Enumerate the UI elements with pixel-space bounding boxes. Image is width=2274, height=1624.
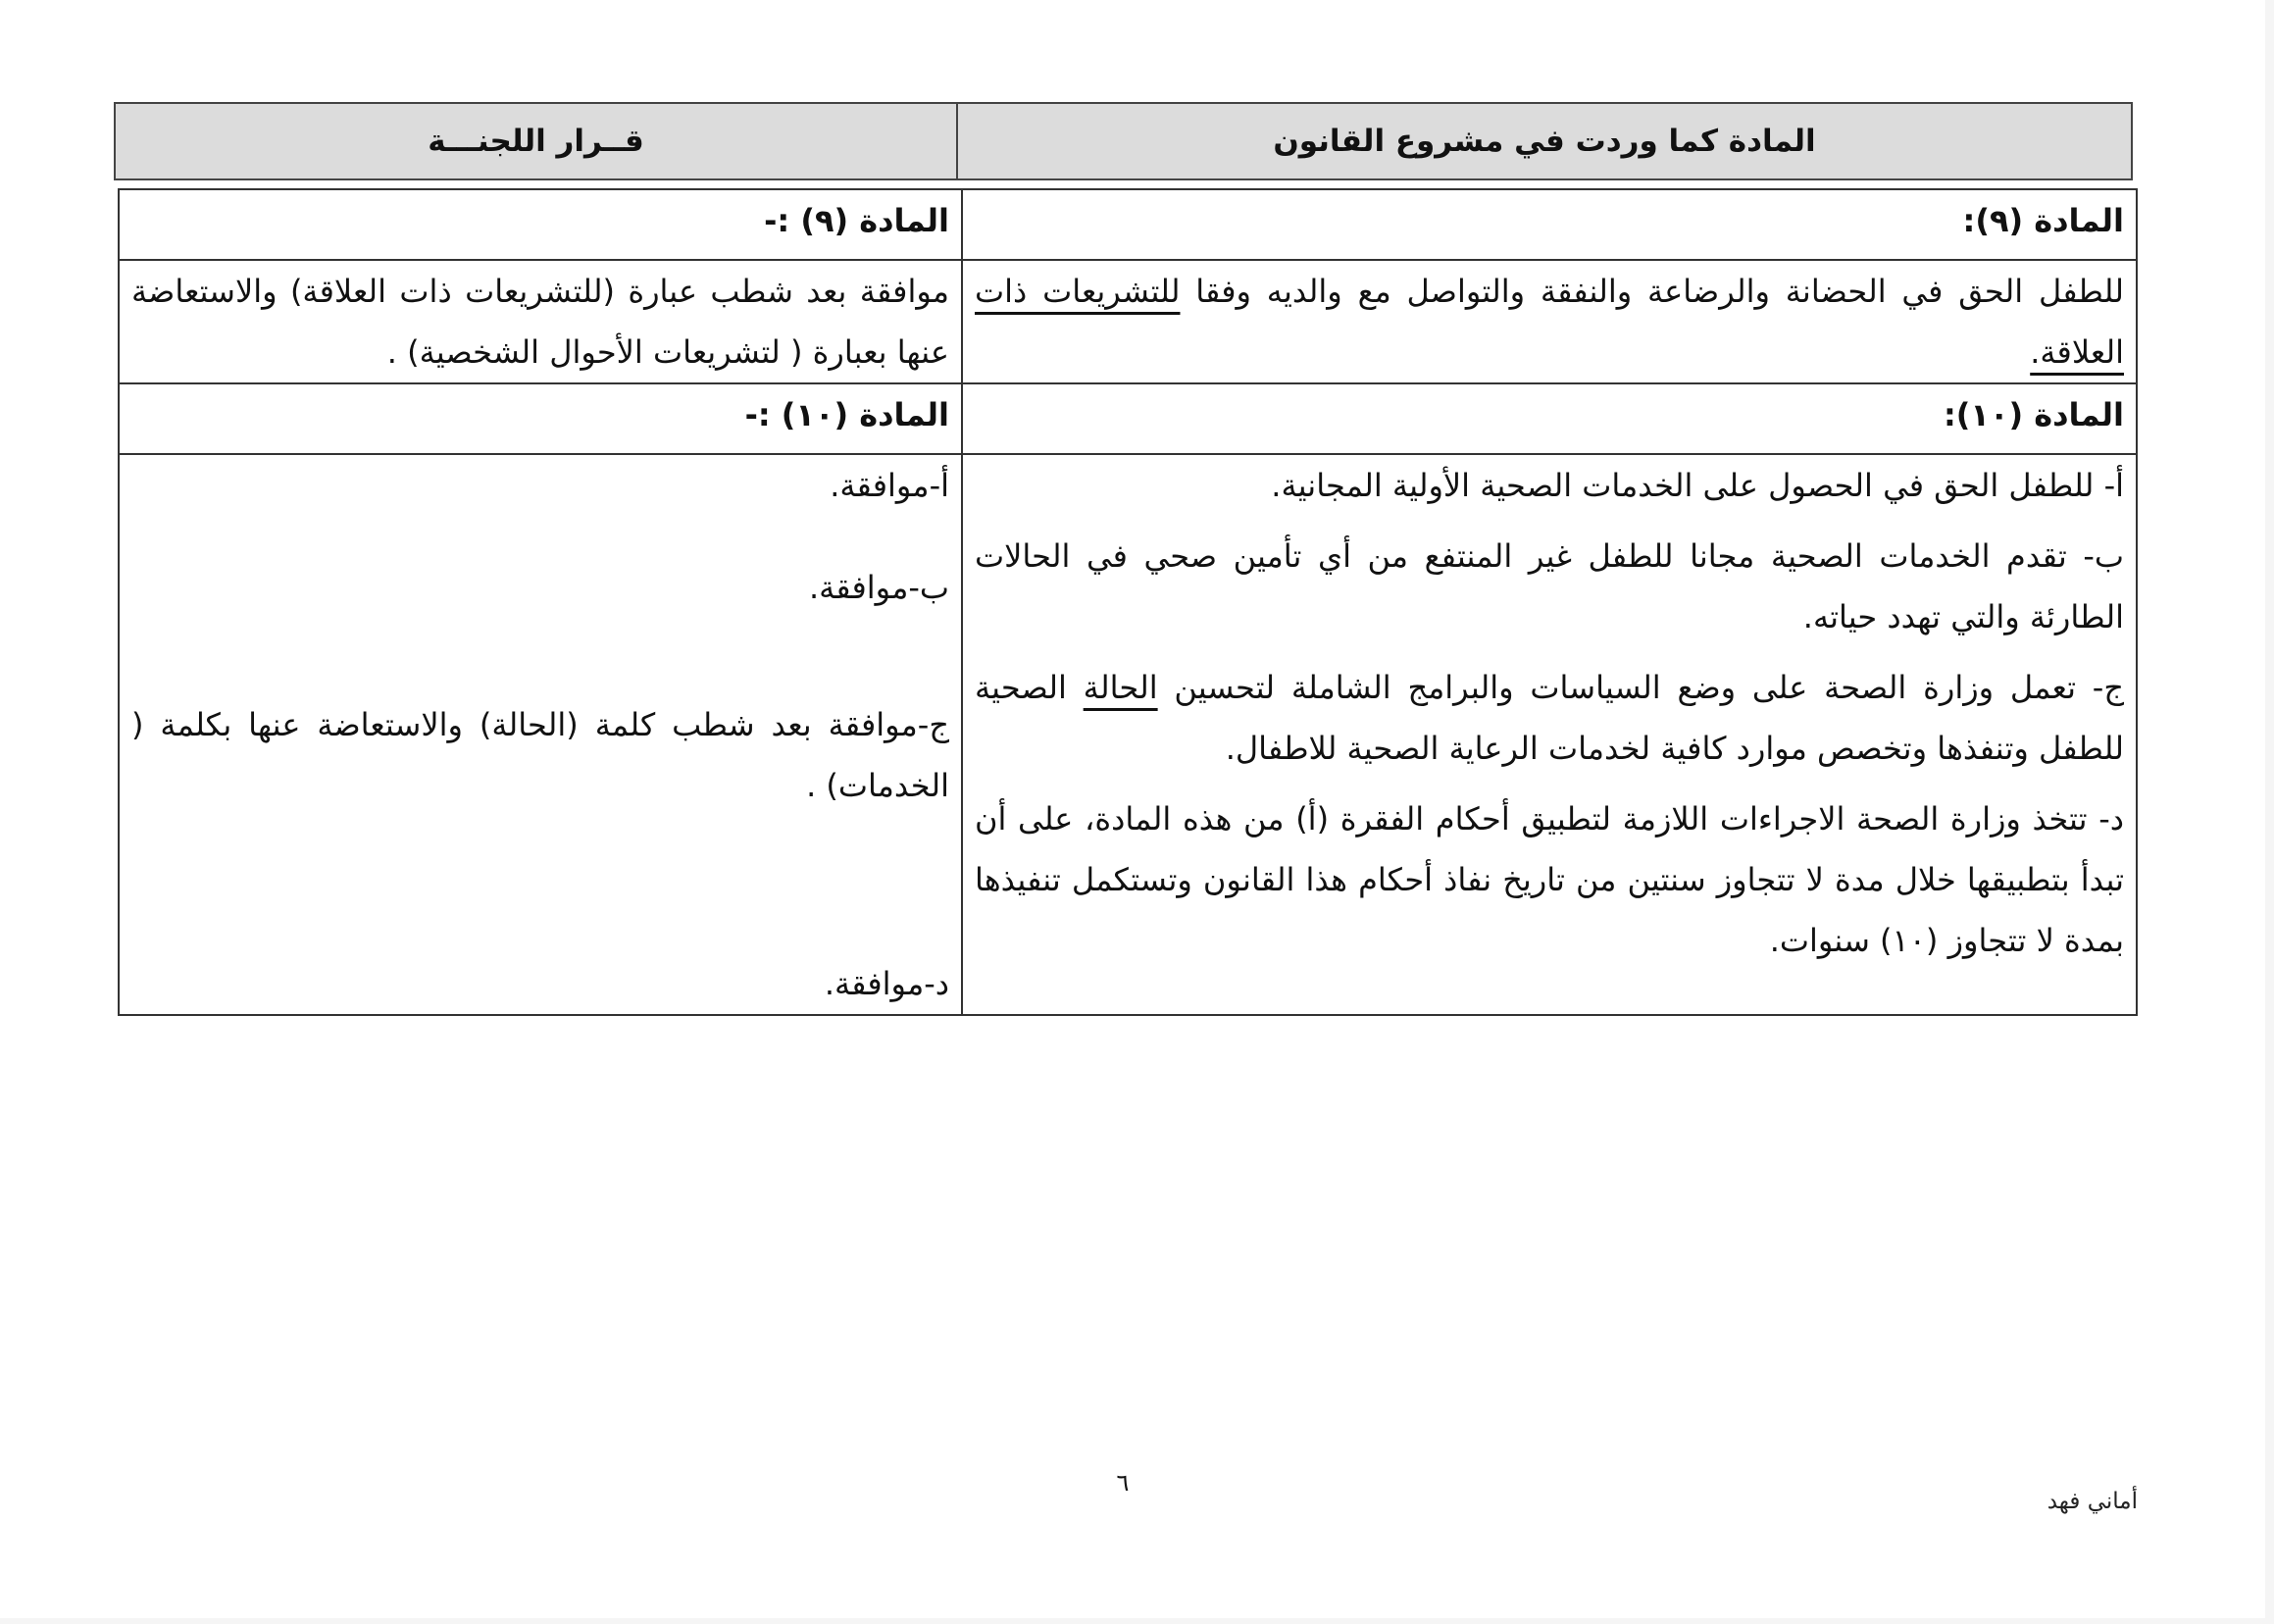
article-9-text: [962, 260, 2137, 383]
clause-c-underlined: الحالة: [1083, 669, 1158, 706]
article-10-decision: [119, 454, 962, 1015]
article-9-decision: [119, 260, 962, 383]
clause-c-end: الصحية للطفل وتنفذها وتخصص موارد كافية لخدمات الرعاية الصحية للاطفال.: [975, 669, 2124, 767]
decision-clause-b: ب-موافقة.: [808, 569, 949, 606]
article-10-title-row: [119, 383, 2137, 454]
clause-c-start: ج- تعمل وزارة الصحة على وضع السياسات والبرامج الشاملة لتحسين: [1157, 669, 2125, 706]
article-9-body-row: [119, 260, 2137, 383]
article-10-title: المادة (١٠):: [962, 383, 2137, 454]
decision-clause-a: أ-موافقة.: [830, 467, 949, 504]
decision-clause-d: د-موافقة.: [824, 965, 949, 1002]
article-10-clause-a: أ- للطفل الحق في الحصول على الخدمات الصحية الأولية المجانية.: [1271, 467, 2124, 504]
article-9-decision-title: المادة (٩) :-: [119, 189, 962, 260]
article-9-title-row: [119, 189, 2137, 260]
article-10-body-row: [119, 454, 2137, 1015]
decision-clause-c: ج-موافقة بعد شطب كلمة (الحالة) والاستعاضة عنها بكلمة ( الخدمات) .: [131, 706, 949, 804]
article-10-clause-c: [975, 657, 2124, 779]
header-article-column: المادة كما وردت في مشروع القانون: [956, 104, 2131, 178]
article-9-decision-text: موافقة بعد شطب عبارة (للتشريعات ذات العلاقة) والاستعاضة عنها بعبارة ( لتشريعات الأحوال الشخصية) .: [131, 273, 949, 371]
article-10-text: [962, 454, 2137, 1015]
articles-table: [118, 188, 2138, 1016]
article-9-text-underlined: للتشريعات ذات العلاقة.: [975, 273, 2124, 371]
article-10-clause-b: ب- تقدم الخدمات الصحية مجانا للطفل غير المنتفع من أي تأمين صحي في الحالات الطارئة والتي تهدد حياته.: [975, 537, 2124, 635]
author-signature: أماني فهد: [2047, 1489, 2138, 1514]
header-decision-column: قــرار اللجنـــة: [428, 124, 644, 159]
page-number: ٦: [1116, 1469, 1130, 1497]
article-10-decision-title: المادة (١٠) :-: [119, 383, 962, 454]
table-header: [114, 102, 2133, 180]
article-9-text-main: للطفل الحق في الحضانة والرضاعة والنفقة والتواصل مع والديه وفقا: [1180, 273, 2125, 310]
article-10-clause-d: د- تتخذ وزارة الصحة الاجراءات اللازمة لتطبيق أحكام الفقرة (أ) من هذه المادة، على أن تبدأ بتطبيقها خلال مدة لا تتجاوز سنتين من تاريخ نفاذ أحكام هذا القانون وتستكمل تنفيذها بمدة لا تتجاوز (١٠) سنوات.: [975, 800, 2124, 959]
article-9-title: المادة (٩):: [962, 189, 2137, 260]
